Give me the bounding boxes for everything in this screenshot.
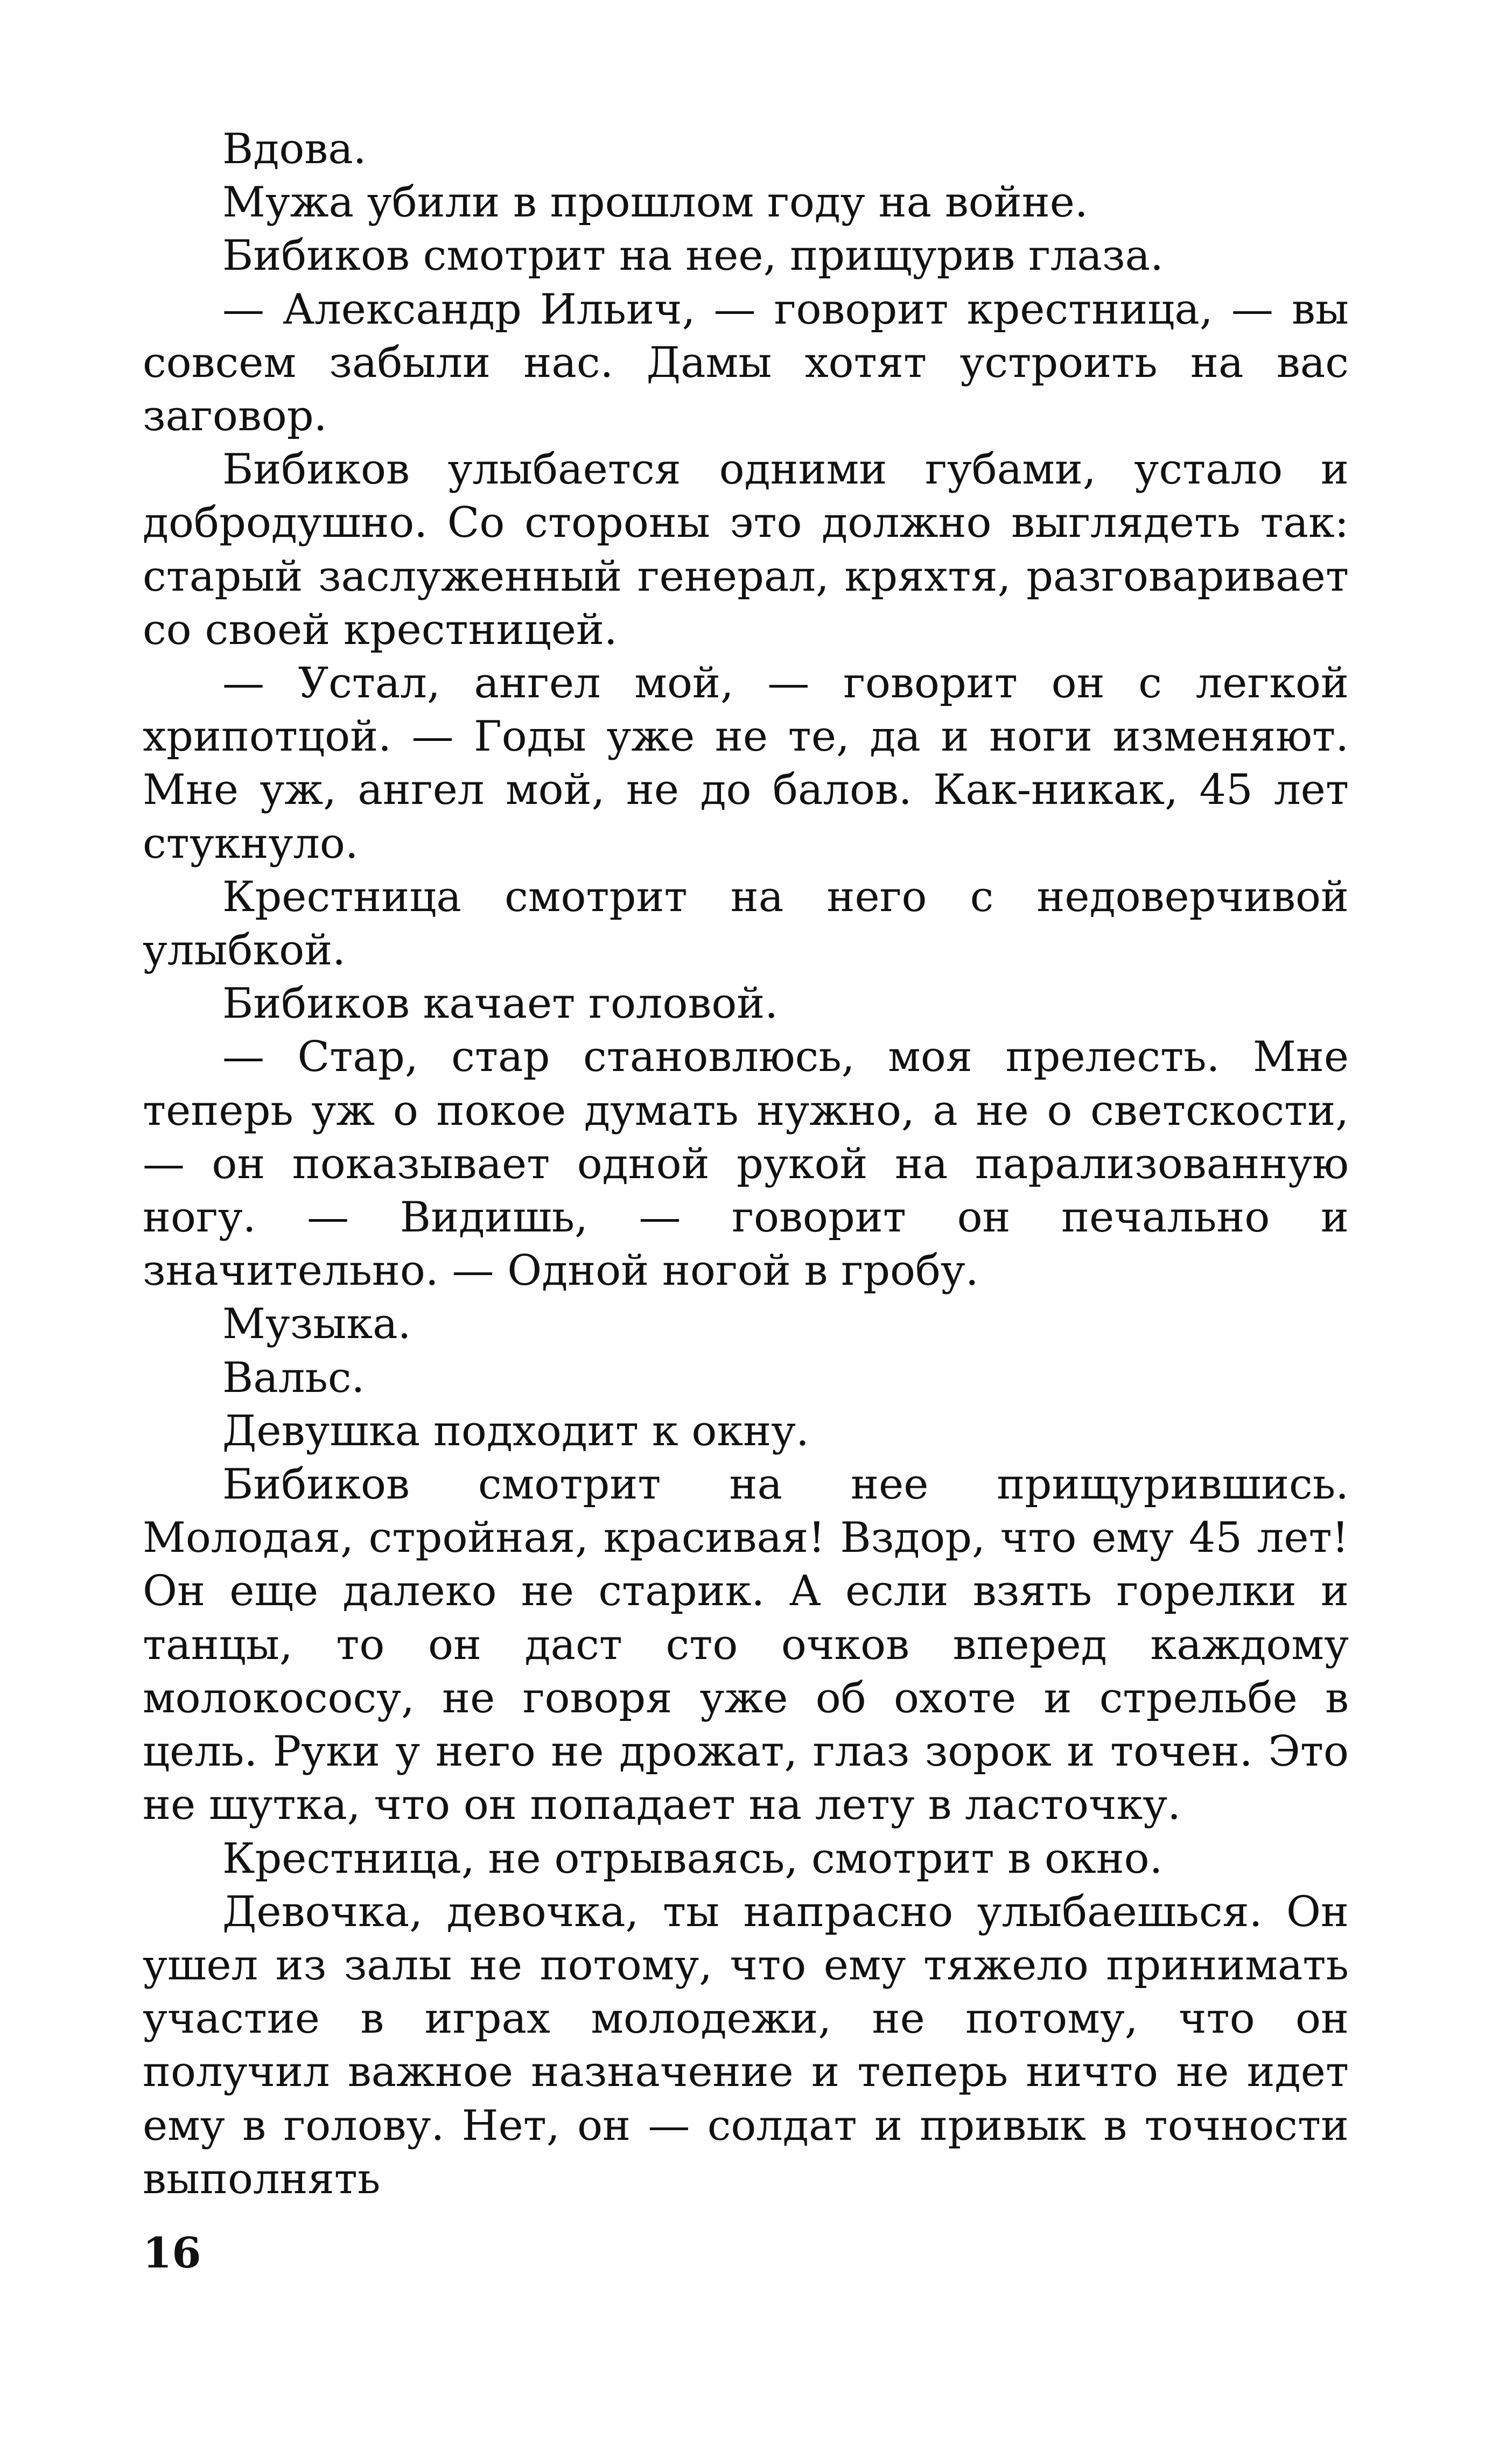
paragraph-7: Крестница смотрит на него с недоверчивой улыбкой.: [143, 872, 1349, 975]
paragraph-11: Вальс.: [222, 1353, 365, 1402]
paragraph-1: Вдова.: [222, 125, 367, 173]
paragraph-15: Девочка, девочка, ты напрасно улыбаешься. Он ушел из залы не потому, что ему тяжело принимать участие в играх молодежи, не потому, что он получил важное назначение и теперь ничто не идет ему в голову. Нет, он — солдат и привык в точности выполнять: [143, 1887, 1349, 2203]
page-number: 16: [143, 2229, 201, 2278]
paragraph-12: Девушка подходит к окну.: [222, 1406, 809, 1455]
paragraph-6: — Устал, ангел мой, — говорит он с легкой хрипотцой. — Годы уже не те, да и ноги изменяют. Мне уж, ангел мой, не до балов. Как-никак, 45 лет стукнуло.: [143, 659, 1349, 868]
paragraph-8: Бибиков качает головой.: [222, 979, 779, 1028]
paragraph-14: Крестница, не отрываясь, смотрит в окно.: [222, 1834, 1163, 1883]
paragraph-9: — Стар, стар становлюсь, моя прелесть. Мне теперь уж о покое думать нужно, а не о светскости, — он показывает одной рукой на парализованную ногу. — Видишь, — говорит он печально и значительно. — Одной ногой в гробу.: [143, 1033, 1349, 1296]
paragraph-13: Бибиков смотрит на нее прищурившись. Молодая, стройная, красивая! Вздор, что ему 45 лет! Он еще далеко не старик. А если взять горелки и танцы, то он даст сто очков вперед каждому молокососу, не говоря уже об охоте и стрельбе в цель. Руки у него не дрожат, глаз зорок и точен. Это не шутка, что он попадает на лету в ласточку.: [143, 1460, 1349, 1830]
paragraph-5: Бибиков улыбается одними губами, устало и добродушно. Со стороны это должно выглядеть так: старый заслуженный генерал, кряхтя, разговаривает со своей крестницей.: [143, 445, 1349, 654]
body-text: [143, 123, 1349, 2206]
paragraph-4: — Александр Ильич, — говорит крестница, — вы совсем забыли нас. Дамы хотят устроить на вас заговор.: [143, 285, 1349, 441]
paragraph-3: Бибиков смотрит на нее, прищурив глаза.: [222, 232, 1164, 281]
paragraph-2: Мужа убили в прошлом году на войне.: [222, 178, 1088, 227]
paragraph-10: Музыка.: [222, 1300, 411, 1349]
